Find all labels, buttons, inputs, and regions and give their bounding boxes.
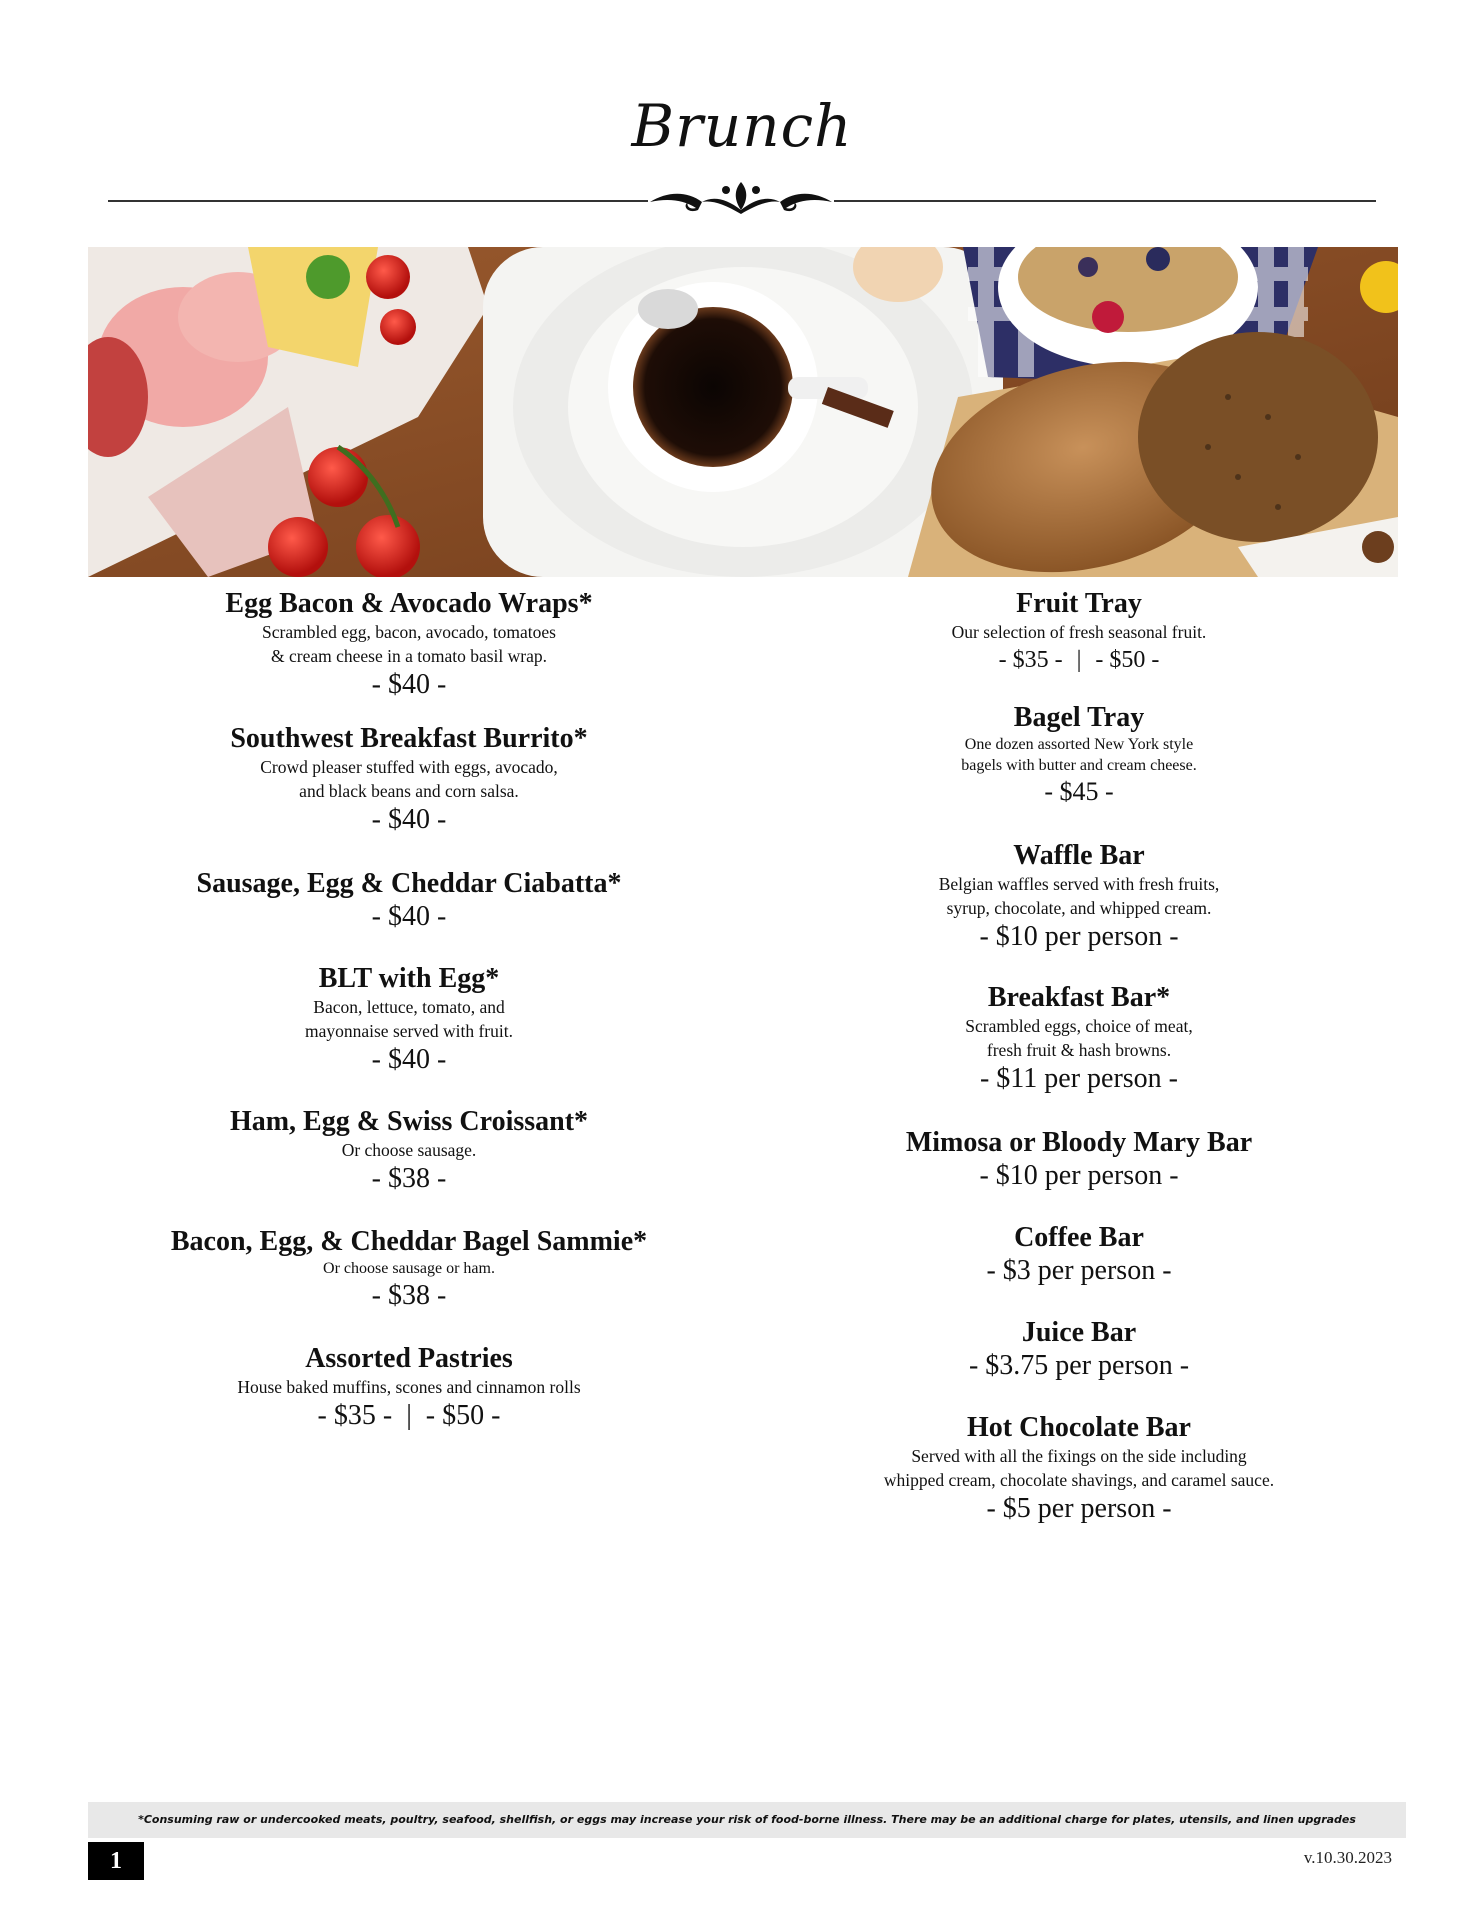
- item-name: Southwest Breakfast Burrito*: [230, 723, 588, 754]
- item-desc: Belgian waffles served with fresh fruits,: [938, 874, 1220, 894]
- item-price: [109, 1399, 709, 1433]
- item-name: Waffle Bar: [1013, 840, 1145, 871]
- item-desc: Our selection of fresh seasonal fruit.: [951, 622, 1207, 642]
- page-number: 1: [88, 1842, 144, 1880]
- right-menu-column: [780, 588, 1378, 1526]
- left-menu-column: [109, 588, 709, 1433]
- divider-line-right: [834, 200, 1376, 202]
- item-name: Juice Bar: [1021, 1317, 1137, 1348]
- item-name: Egg Bacon & Avocado Wraps*: [225, 588, 593, 619]
- item-desc: Served with all the fixings on the side including: [911, 1446, 1247, 1466]
- item-name: Bacon, Egg, & Cheddar Bagel Sammie*: [170, 1226, 648, 1257]
- item-price: - $45 -: [1044, 777, 1114, 806]
- item-price: - $3 per person -: [986, 1255, 1172, 1286]
- menu-item: [780, 1127, 1378, 1222]
- item-desc: Bacon, lettuce, tomato, and: [313, 997, 505, 1017]
- item-price: - $40 -: [371, 669, 447, 700]
- menu-item: [109, 868, 709, 963]
- item-name: Assorted Pastries: [305, 1343, 513, 1374]
- menu-item: [780, 1317, 1378, 1412]
- menu-item: [780, 702, 1378, 840]
- menu-item: [780, 588, 1378, 702]
- item-desc: House baked muffins, scones and cinnamon rolls: [237, 1377, 581, 1397]
- item-desc: fresh fruit & hash browns.: [986, 1040, 1172, 1060]
- item-price: - $3.75 per person -: [968, 1350, 1190, 1381]
- price-option: - $50 -: [425, 1400, 501, 1431]
- item-price: - $10 per person -: [979, 1160, 1179, 1191]
- allergy-disclaimer: *Consuming raw or undercooked meats, poultry, seafood, shellfish, or eggs may increase your risk of food-borne illness. There may be an additional charge for plates, utensils, and linen upgrades: [88, 1802, 1406, 1838]
- item-name: Hot Chocolate Bar: [967, 1412, 1191, 1443]
- item-price: - $40 -: [371, 901, 447, 932]
- item-name: BLT with Egg*: [318, 963, 500, 994]
- price-option: - $35 -: [317, 1400, 393, 1431]
- menu-item: [109, 963, 709, 1106]
- item-name: Sausage, Egg & Cheddar Ciabatta*: [196, 868, 622, 899]
- version-label: v.10.30.2023: [1303, 1848, 1392, 1867]
- price-option: - $50 -: [1095, 647, 1160, 673]
- price-option: - $35 -: [998, 647, 1063, 673]
- menu-item: [780, 1412, 1378, 1526]
- item-name: Bagel Tray: [1013, 702, 1145, 733]
- item-price: - $10 per person -: [979, 921, 1179, 952]
- item-price: - $40 -: [371, 1044, 447, 1075]
- item-price: - $38 -: [371, 1280, 447, 1311]
- item-desc: bagels with butter and cream cheese.: [961, 757, 1197, 774]
- menu-item: [109, 1106, 709, 1226]
- divider-line-left: [108, 200, 648, 202]
- item-name: Coffee Bar: [1014, 1222, 1144, 1253]
- item-name: Mimosa or Bloody Mary Bar: [905, 1127, 1253, 1158]
- item-price: - $11 per person -: [979, 1063, 1178, 1094]
- menu-item: [780, 840, 1378, 982]
- menu-item: [109, 1343, 709, 1433]
- menu-item: [109, 723, 709, 868]
- menu-item: [780, 1222, 1378, 1317]
- item-name: Fruit Tray: [1016, 588, 1142, 619]
- item-desc: Scrambled eggs, choice of meat,: [965, 1016, 1193, 1036]
- item-name: Breakfast Bar*: [987, 982, 1171, 1013]
- item-desc: mayonnaise served with fruit.: [304, 1021, 513, 1041]
- item-desc: Or choose sausage.: [341, 1140, 477, 1160]
- item-price: - $5 per person -: [986, 1493, 1172, 1524]
- item-desc: One dozen assorted New York style: [964, 736, 1194, 753]
- item-desc: syrup, chocolate, and whipped cream.: [946, 898, 1212, 918]
- item-desc: Crowd pleaser stuffed with eggs, avocado,: [260, 757, 558, 777]
- menu-item: [109, 588, 709, 723]
- ornament-flourish-icon: [646, 176, 836, 224]
- item-price: - $40 -: [371, 804, 447, 835]
- hero-food-image: [88, 247, 1398, 577]
- item-desc: Scrambled egg, bacon, avocado, tomatoes: [262, 622, 556, 642]
- item-desc: & cream cheese in a tomato basil wrap.: [270, 646, 547, 666]
- menu-item: [780, 982, 1378, 1127]
- item-desc: whipped cream, chocolate shavings, and caramel sauce.: [883, 1470, 1275, 1490]
- item-price: [780, 644, 1378, 676]
- page-title: Brunch: [631, 92, 853, 160]
- menu-item: [109, 1226, 709, 1343]
- item-name: Ham, Egg & Swiss Croissant*: [229, 1106, 589, 1137]
- price-separator: |: [1076, 647, 1082, 673]
- price-separator: |: [406, 1400, 412, 1431]
- item-desc: and black beans and corn salsa.: [299, 781, 519, 801]
- item-price: - $38 -: [371, 1163, 447, 1194]
- item-desc: Or choose sausage or ham.: [323, 1260, 495, 1277]
